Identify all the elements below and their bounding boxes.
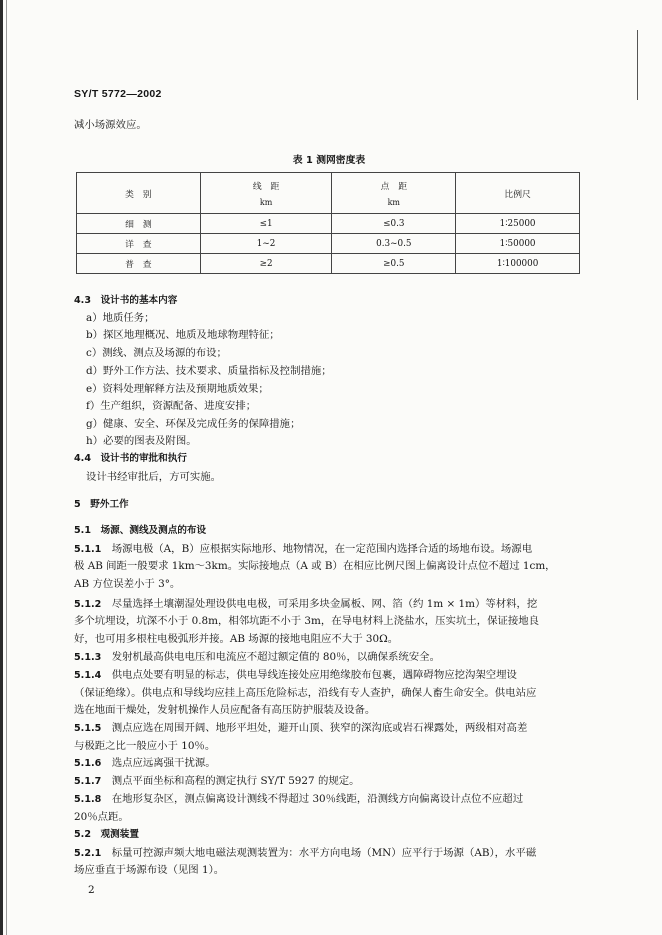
header-scale: 比例尺	[456, 173, 580, 214]
cell-scale: 1∶100000	[456, 254, 580, 274]
clause-line: 选在地面干燥处，发射机操作人员应配备有高压防护服装及设备。	[74, 704, 376, 716]
density-table	[76, 172, 580, 274]
cell-category: 普 查	[77, 254, 201, 274]
clause-line: 极 AB 间距一般要求 1km～3km。实际接地点（A 或 B）在相应比例尺图上偏离设计点位不超过 1cm，	[74, 560, 556, 572]
clause-number: 5.1.1	[74, 544, 102, 555]
section-5-1-title: 5.1 场源、测线及测点的布设	[74, 525, 207, 536]
cell-point: ≤0.3	[332, 214, 456, 234]
list-item: a）地质任务；	[86, 312, 155, 324]
clause-text: 场源电极（A，B）应根据实际地形、地物情况，在一定范围内选择合适的场地布设。场源电	[111, 543, 533, 555]
list-item: b）探区地理概况、地质及地球物理特征；	[86, 329, 280, 341]
clause-text: 选点应远离强干扰源。	[111, 757, 216, 769]
table-row	[77, 254, 580, 274]
cell-point: 0.3~0.5	[332, 234, 456, 254]
clause-text: 测点平面坐标和高程的测定执行 SY/T 5927 的规定。	[111, 775, 360, 787]
header-point-unit: km	[387, 198, 401, 207]
intro-line: 减小场源效应。	[74, 119, 147, 131]
clause-text: 在地形复杂区，测点偏离设计测线不得超过 30％线距，沿测线方向偏离设计点位不应超过	[111, 793, 524, 805]
section-5-title: 5 野外工作	[74, 499, 129, 510]
list-item: c）测线、测点及场源的布设；	[86, 347, 227, 359]
clause-5-1-1	[74, 541, 532, 558]
table-row	[77, 214, 580, 234]
clause-text: 发射机最高供电电压和电流应不超过额定值的 80％，以确保系统安全。	[111, 651, 440, 663]
cell-category: 细 测	[77, 214, 201, 234]
clause-line: （保证绝缘）。供电点和导线均应挂上高压危险标志，沿线有专人查护，确保人畜生命安全。供电站应	[74, 687, 537, 699]
clause-number: 5.2.1	[74, 848, 102, 859]
clause-number: 5.1.8	[74, 794, 102, 805]
clause-line: 20％点距。	[74, 811, 129, 823]
section-4-4-title: 4.4 设计书的审批和执行	[74, 453, 187, 464]
list-item: d）野外工作方法、技术要求、质量指标及控制措施；	[86, 365, 332, 377]
clause-5-1-6	[74, 755, 216, 772]
cell-scale: 1∶25000	[456, 214, 580, 234]
header-line-label: 线 距	[252, 182, 280, 192]
clause-line: AB 方位误差小于 3°。	[74, 578, 181, 590]
clause-5-1-4	[74, 667, 517, 684]
cell-line: ≤1	[200, 214, 332, 234]
cell-scale: 1∶50000	[456, 234, 580, 254]
table-header-row	[77, 173, 580, 214]
table-row	[77, 234, 580, 254]
cell-line: ≥2	[200, 254, 332, 274]
cell-line: 1~2	[200, 234, 332, 254]
clause-number: 5.1.6	[74, 758, 102, 769]
clause-number: 5.1.2	[74, 599, 102, 610]
clause-text: 标量可控源声频大地电磁法观测装置为：水平方向电场（MN）应平行于场源（AB），水平磁	[111, 847, 537, 859]
clause-text: 尽量选择土壤潮湿处理设供电电极，可采用多块金属板、网、箔（约 1m × 1m）等材料，挖	[111, 598, 538, 610]
clause-number: 5.1.4	[74, 670, 102, 681]
header-category: 类 别	[77, 173, 201, 214]
section-4-3-title: 4.3 设计书的基本内容	[74, 295, 178, 306]
clause-number: 5.1.3	[74, 652, 102, 663]
section-4-4-text: 设计书经审批后，方可实施。	[86, 471, 222, 483]
list-item: e）资料处理解释方法及预期地质效果；	[86, 383, 269, 395]
clause-number: 5.1.7	[74, 776, 102, 787]
clause-5-1-2	[74, 596, 537, 613]
page-number: 2	[88, 884, 95, 896]
clause-5-1-8	[74, 791, 523, 808]
list-item: g）健康、安全、环保及完成任务的保障措施；	[86, 418, 301, 430]
clause-line: 场应垂直于场源布设（见图 1）。	[74, 864, 225, 876]
section-5-2-title: 5.2 观测装置	[74, 829, 139, 840]
table-caption: 表 1 测网密度表	[292, 155, 366, 166]
header-point-spacing	[332, 173, 456, 214]
header-point-label: 点 距	[380, 182, 407, 192]
scan-edge-left-inner	[6, 0, 7, 935]
clause-number: 5.1.5	[74, 723, 102, 734]
header-line-unit: km	[259, 198, 273, 207]
list-item: h）必要的图表及附图。	[86, 435, 197, 447]
standard-code: SY/T 5772—2002	[74, 88, 162, 100]
clause-5-2-1	[74, 845, 536, 862]
clause-line: 多个坑埋设，坑深不小于 0.8m，相邻坑距不小于 3m，在导电材料上浇盐水，压实坑土，保证接地良	[74, 615, 540, 627]
clause-text: 测点应选在周围开阔、地形平坦处，避开山顶、狭窄的深沟底或岩石裸露处，两级相对高差	[111, 722, 528, 734]
clause-line: 好，也可用多根柱电极弧形并接。AB 场源的接地电阻应不大于 30Ω。	[74, 633, 399, 645]
scan-edge-left	[0, 0, 3, 935]
cell-category: 详 查	[77, 234, 201, 254]
list-item: f）生产组织，资源配备、进度安排；	[86, 400, 257, 412]
clause-text: 供电点处要有明显的标志，供电导线连接处应用绝缘胶布包裹，遇障碍物应挖沟架空埋设	[111, 669, 517, 681]
clause-5-1-7	[74, 773, 360, 790]
cell-point: ≥0.5	[332, 254, 456, 274]
scan-mark-right	[637, 30, 638, 100]
clause-line: 与极距之比一般应小于 10％。	[74, 740, 216, 752]
clause-5-1-3	[74, 649, 440, 666]
clause-5-1-5	[74, 720, 527, 737]
header-line-spacing	[200, 173, 332, 214]
